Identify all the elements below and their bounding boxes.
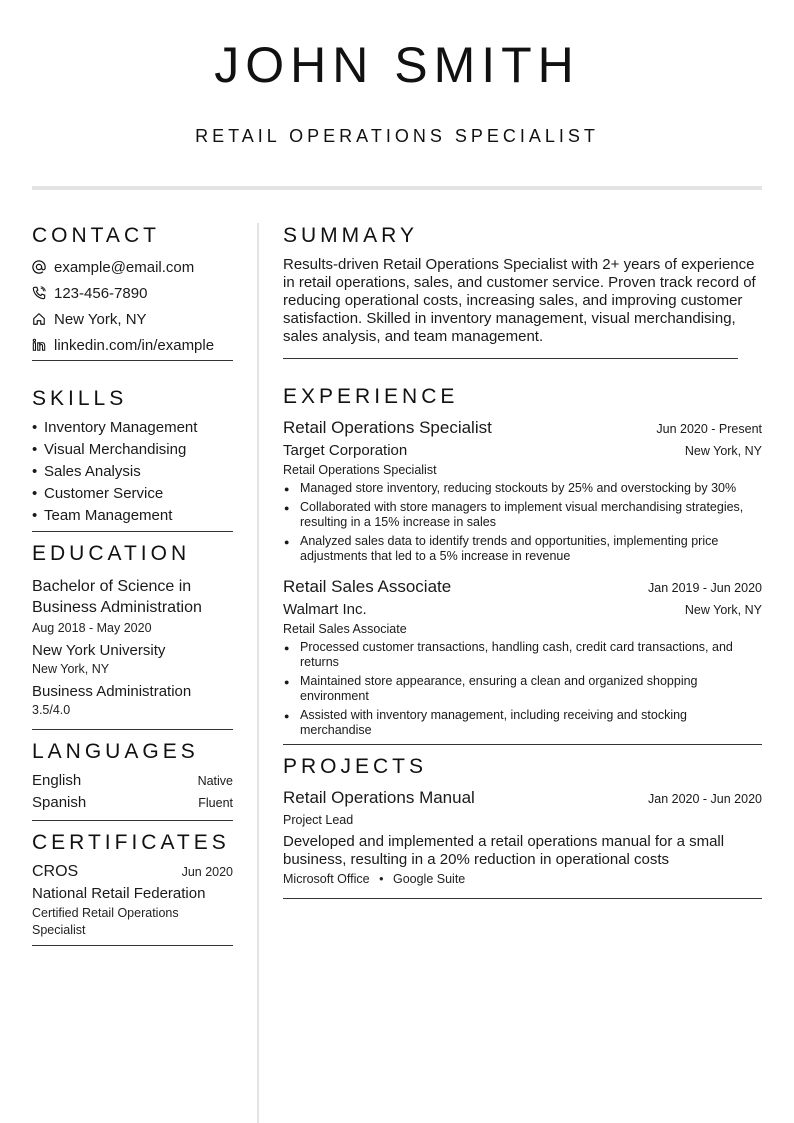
job-entry — [283, 417, 762, 564]
job-bullet: ● Processed customer transactions, handling cash, credit card transactions, and returns — [283, 640, 762, 670]
job-bullet: ● Assisted with inventory management, including receiving and stocking merchandise — [283, 708, 762, 738]
contact-heading: CONTACT — [32, 224, 160, 247]
certificate-issuer: National Retail Federation — [32, 885, 206, 902]
job-bullet: ● Maintained store appearance, ensuring a clean and organized shopping environment — [283, 674, 762, 704]
job-bullet: ● Collaborated with store managers to implement visual merchandising strategies, resulting in a 15% increase in sales — [283, 500, 762, 530]
project-dates: Jan 2020 - Jun 2020 — [648, 792, 762, 806]
language-name: Spanish — [32, 794, 87, 811]
project-title: Retail Operations Manual — [283, 788, 475, 807]
right-column — [283, 222, 762, 899]
linkedin-icon — [32, 338, 54, 352]
skill-item: • Visual Merchandising — [32, 441, 187, 458]
job-title: Retail Sales Associate — [283, 577, 452, 596]
summary-divider — [283, 358, 738, 359]
job-location: New York, NY — [684, 603, 762, 617]
skill-item: • Team Management — [32, 507, 173, 524]
job-company: Target Corporation — [283, 442, 408, 459]
resume-name: JOHN SMITH — [214, 37, 580, 93]
certificates-heading: CERTIFICATES — [32, 831, 230, 854]
experience-divider — [283, 744, 762, 745]
job-title: Retail Operations Specialist — [283, 418, 492, 437]
certificate-full-name: Certified Retail Operations Specialist — [32, 906, 179, 937]
languages-heading: LANGUAGES — [32, 740, 199, 763]
left-column — [32, 222, 233, 946]
projects-heading: PROJECTS — [283, 755, 428, 778]
job-role: Retail Sales Associate — [283, 622, 407, 636]
contact-location-text: New York, NY — [54, 310, 147, 328]
experience-section — [283, 383, 762, 745]
contact-divider — [32, 360, 233, 361]
home-icon — [32, 312, 54, 326]
education-degree: Bachelor of Science in Business Administration — [32, 578, 202, 616]
project-tools — [283, 871, 762, 888]
at-icon — [32, 260, 54, 274]
languages-divider — [32, 820, 233, 821]
job-company: Walmart Inc. — [283, 601, 367, 618]
experience-heading: EXPERIENCE — [283, 385, 459, 408]
projects-section — [283, 753, 762, 899]
project-description: Developed and implemented a retail operations manual for a small business, resulting in a 20% reduction in operational costs — [283, 833, 725, 868]
language-level: Native — [197, 774, 233, 788]
job-dates: Jun 2020 - Present — [656, 422, 762, 436]
skills-divider — [32, 531, 233, 532]
contact-phone-text: 123-456-7890 — [54, 284, 148, 302]
education-location: New York, NY — [32, 662, 110, 676]
education-gpa: 3.5/4.0 — [32, 703, 71, 717]
languages-section — [32, 738, 233, 821]
resume-title: RETAIL OPERATIONS SPECIALIST — [195, 126, 599, 146]
job-location: New York, NY — [684, 444, 762, 458]
education-section — [32, 540, 233, 730]
skill-item: • Sales Analysis — [32, 463, 141, 480]
job-bullets — [283, 481, 762, 564]
job-dates: Jan 2019 - Jun 2020 — [648, 581, 762, 595]
education-school: New York University — [32, 642, 166, 659]
certificate-name: CROS — [32, 863, 79, 880]
contact-linkedin[interactable] — [32, 332, 233, 358]
education-dates: Aug 2018 - May 2020 — [32, 621, 152, 635]
skills-section — [32, 385, 233, 532]
projects-divider — [283, 898, 762, 899]
summary-text: Results-driven Retail Operations Specialist with 2+ years of experience in retail operations, sales, and customer service. Proven track record of reducing operational costs, increasing sales, and improving customer satisfaction. Skilled in inventory management, visual merchandising, sales analysis, and team management. — [283, 256, 756, 345]
language-item — [32, 770, 233, 792]
contact-email[interactable] — [32, 254, 233, 280]
certificates-section — [32, 829, 233, 946]
skill-item: • Inventory Management — [32, 419, 198, 436]
job-role: Retail Operations Specialist — [283, 463, 437, 477]
header-divider — [32, 186, 762, 190]
contact-section — [32, 222, 233, 361]
project-role: Project Lead — [283, 813, 354, 827]
skill-item: • Customer Service — [32, 485, 164, 502]
education-divider — [32, 729, 233, 730]
language-item — [32, 792, 233, 814]
job-bullet: ● Analyzed sales data to identify trends and opportunities, implementing price adjustments that led to a 5% increase in revenue — [283, 534, 762, 564]
job-bullet: ● Managed store inventory, reducing stockouts by 25% and overstocking by 30% — [283, 481, 762, 496]
column-divider — [257, 223, 259, 1123]
phone-icon — [32, 286, 54, 300]
language-name: English — [32, 772, 82, 789]
contact-email-text: example@email.com — [54, 258, 195, 276]
summary-heading: SUMMARY — [283, 224, 418, 247]
tool-separator: • — [379, 872, 384, 886]
education-heading: EDUCATION — [32, 542, 191, 565]
project-tool: Google Suite — [392, 872, 466, 886]
contact-phone[interactable] — [32, 280, 233, 306]
contact-linkedin-text: linkedin.com/in/example — [54, 336, 215, 354]
certificate-date: Jun 2020 — [181, 865, 233, 879]
job-bullets — [283, 640, 762, 738]
language-level: Fluent — [198, 796, 233, 810]
education-major: Business Administration — [32, 683, 192, 700]
certificate-row — [32, 863, 233, 881]
skills-heading: SKILLS — [32, 387, 128, 410]
contact-location — [32, 306, 233, 332]
job-entry — [283, 576, 762, 738]
project-tool: Microsoft Office — [283, 872, 370, 886]
certificates-divider — [32, 945, 233, 946]
summary-section — [283, 222, 762, 359]
